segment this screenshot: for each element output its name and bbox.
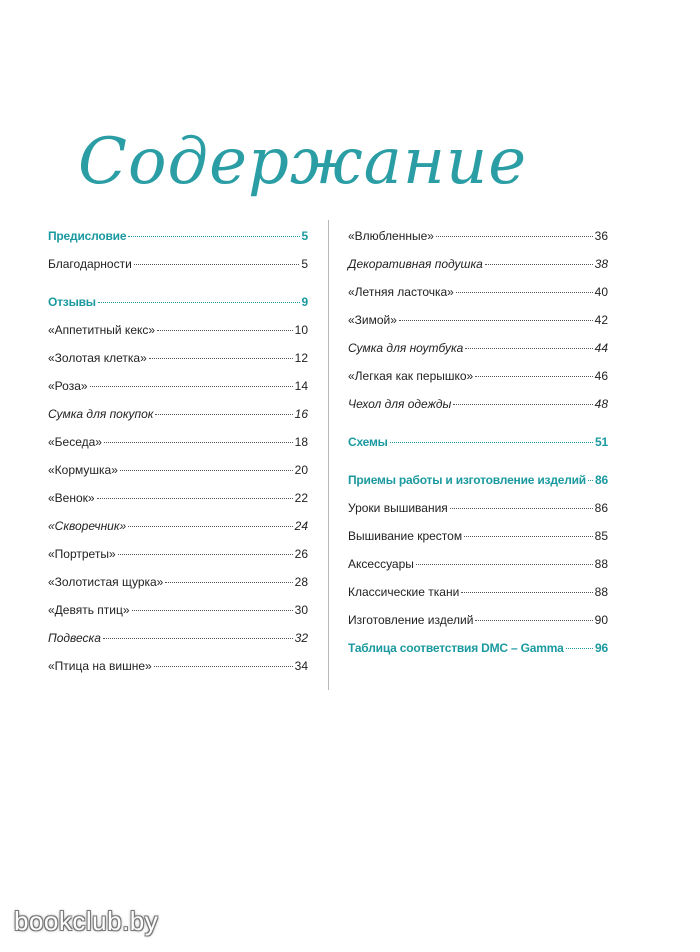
toc-page-number: 44 (594, 341, 608, 355)
toc-section-entry[interactable] (348, 634, 608, 662)
toc-entry-label: «Птица на вишне» (48, 659, 152, 673)
toc-entry[interactable] (348, 522, 608, 550)
toc-page-number: 12 (294, 351, 308, 365)
toc-page-number: 86 (594, 501, 608, 515)
toc-entry-label: «Кормушка» (48, 463, 118, 477)
toc-page-number: 36 (594, 229, 608, 243)
toc-entry-label: «Портреты» (48, 547, 116, 561)
toc-entry[interactable] (48, 568, 308, 596)
toc-page-number: 20 (294, 463, 308, 477)
toc-entry-label: «Венок» (48, 491, 95, 505)
toc-entry[interactable] (48, 428, 308, 456)
toc-entry[interactable] (48, 512, 308, 540)
toc-entry-label: «Влюбленные» (348, 229, 434, 243)
toc-entry-label: «Легкая как перышко» (348, 369, 474, 383)
toc-page-number: 86 (595, 473, 608, 487)
toc-page-number: 40 (594, 285, 608, 299)
dot-leader (104, 442, 293, 443)
section-gap (348, 456, 608, 466)
dot-leader (97, 498, 293, 499)
toc-page-number: 88 (594, 585, 608, 599)
dot-leader (157, 330, 293, 331)
toc-left-column (48, 222, 308, 680)
toc-entry[interactable] (348, 578, 608, 606)
toc-entry[interactable] (48, 344, 308, 372)
toc-entry-label: «Беседа» (48, 435, 102, 449)
section-gap (48, 278, 308, 288)
toc-entry-label: «Золотистая щурка» (48, 575, 164, 589)
toc-entry-label: Аксессуары (348, 557, 414, 571)
toc-page-number: 34 (294, 659, 308, 673)
toc-entry[interactable] (348, 606, 608, 634)
toc-page-number: 85 (594, 529, 608, 543)
toc-entry-label: «Золотая клетка» (48, 351, 147, 365)
dot-leader (461, 592, 592, 593)
toc-page-number: 24 (294, 519, 308, 533)
toc-entry[interactable] (348, 550, 608, 578)
toc-section-entry[interactable] (348, 428, 608, 456)
page-title: Содержание (78, 125, 528, 199)
toc-entry[interactable] (48, 372, 308, 400)
toc-page-number: 28 (294, 575, 308, 589)
dot-leader (120, 470, 293, 471)
dot-leader (103, 638, 293, 639)
toc-entry-label: Подвеска (48, 631, 101, 645)
toc-page-number: 96 (595, 641, 608, 655)
toc-entry-label: Изготовление изделий (348, 613, 474, 627)
dot-leader (588, 480, 593, 481)
dot-leader (154, 666, 293, 667)
toc-entry-label: «Аппетитный кекс» (48, 323, 156, 337)
toc-page-number: 18 (294, 435, 308, 449)
dot-leader (132, 610, 293, 611)
toc-entry[interactable] (348, 222, 608, 250)
dot-leader (475, 376, 592, 377)
toc-entry-label: Сумка для покупок (48, 407, 154, 421)
watermark-logo: bookclub.by (14, 906, 159, 936)
toc-entry-label: Вышивание крестом (348, 529, 463, 543)
dot-leader (436, 236, 593, 237)
toc-entry-label: «Девять птиц» (48, 603, 130, 617)
dot-leader (453, 404, 592, 405)
dot-leader (128, 236, 299, 237)
dot-leader (134, 264, 300, 265)
dot-leader (128, 526, 292, 527)
toc-page-number: 5 (301, 257, 308, 271)
toc-entry[interactable] (48, 400, 308, 428)
toc-entry-label: Схемы (348, 435, 388, 449)
toc-entry[interactable] (348, 362, 608, 390)
dot-leader (165, 582, 292, 583)
toc-page-number: 32 (294, 631, 308, 645)
toc-entry[interactable] (48, 250, 308, 278)
toc-page-number: 30 (294, 603, 308, 617)
toc-entry-label: Благодарности (48, 257, 132, 271)
toc-page-number: 51 (595, 435, 608, 449)
toc-entry-label: Отзывы (48, 295, 96, 309)
dot-leader (149, 358, 293, 359)
toc-section-entry[interactable] (348, 466, 608, 494)
dot-leader (456, 292, 593, 293)
toc-page-number: 42 (594, 313, 608, 327)
toc-page-number: 90 (594, 613, 608, 627)
toc-page-number: 88 (594, 557, 608, 571)
toc-page-number: 16 (294, 407, 308, 421)
toc-entry[interactable] (48, 456, 308, 484)
toc-section-entry[interactable] (48, 288, 308, 316)
toc-page-number: 22 (294, 491, 308, 505)
toc-entry[interactable] (348, 306, 608, 334)
toc-entry-label: Сумка для ноутбука (348, 341, 464, 355)
toc-page-number: 26 (294, 547, 308, 561)
toc-entry[interactable] (348, 494, 608, 522)
toc-entry-label: Классические ткани (348, 585, 460, 599)
dot-leader (155, 414, 292, 415)
toc-page-number: 10 (294, 323, 308, 337)
toc-entry[interactable] (48, 624, 308, 652)
toc-page-number: 9 (301, 295, 308, 309)
toc-entry[interactable] (48, 540, 308, 568)
toc-page-number: 38 (594, 257, 608, 271)
dot-leader (464, 536, 593, 537)
toc-page-number: 46 (594, 369, 608, 383)
toc-entry[interactable] (48, 596, 308, 624)
toc-entry-label: «Летняя ласточка» (348, 285, 454, 299)
toc-page-number: 48 (594, 397, 608, 411)
dot-leader (416, 564, 593, 565)
dot-leader (465, 348, 592, 349)
toc-page-number: 5 (301, 229, 308, 243)
dot-leader (98, 302, 300, 303)
toc-page-number: 14 (294, 379, 308, 393)
section-gap (348, 418, 608, 428)
toc-entry-label: Декоративная подушка (348, 257, 483, 271)
toc-entry-label: Предисловие (48, 229, 127, 243)
toc-entry[interactable] (348, 250, 608, 278)
toc-entry-label: «Скворечник» (48, 519, 127, 533)
toc-entry[interactable] (348, 390, 608, 418)
dot-leader (475, 620, 592, 621)
toc-entry[interactable] (348, 334, 608, 362)
toc-entry-label: «Роза» (48, 379, 88, 393)
toc-entry-label: Приемы работы и изготовление изделий (348, 473, 586, 487)
dot-leader (390, 442, 593, 443)
toc-entry-label: «Зимой» (348, 313, 397, 327)
dot-leader (450, 508, 593, 509)
dot-leader (399, 320, 593, 321)
toc-section-entry[interactable] (48, 222, 308, 250)
dot-leader (90, 386, 293, 387)
toc-entry-label: Уроки вышивания (348, 501, 448, 515)
dot-leader (566, 648, 593, 649)
toc-entry-label: Чехол для одежды (348, 397, 452, 411)
toc-entry[interactable] (348, 278, 608, 306)
dot-leader (118, 554, 293, 555)
dot-leader (485, 264, 593, 265)
toc-entry[interactable] (48, 652, 308, 680)
toc-entry-label: Таблица соответствия DMC – Gamma (348, 641, 564, 655)
column-divider (328, 220, 329, 690)
toc-entry[interactable] (48, 484, 308, 512)
toc-entry[interactable] (48, 316, 308, 344)
toc-right-column (348, 222, 608, 662)
